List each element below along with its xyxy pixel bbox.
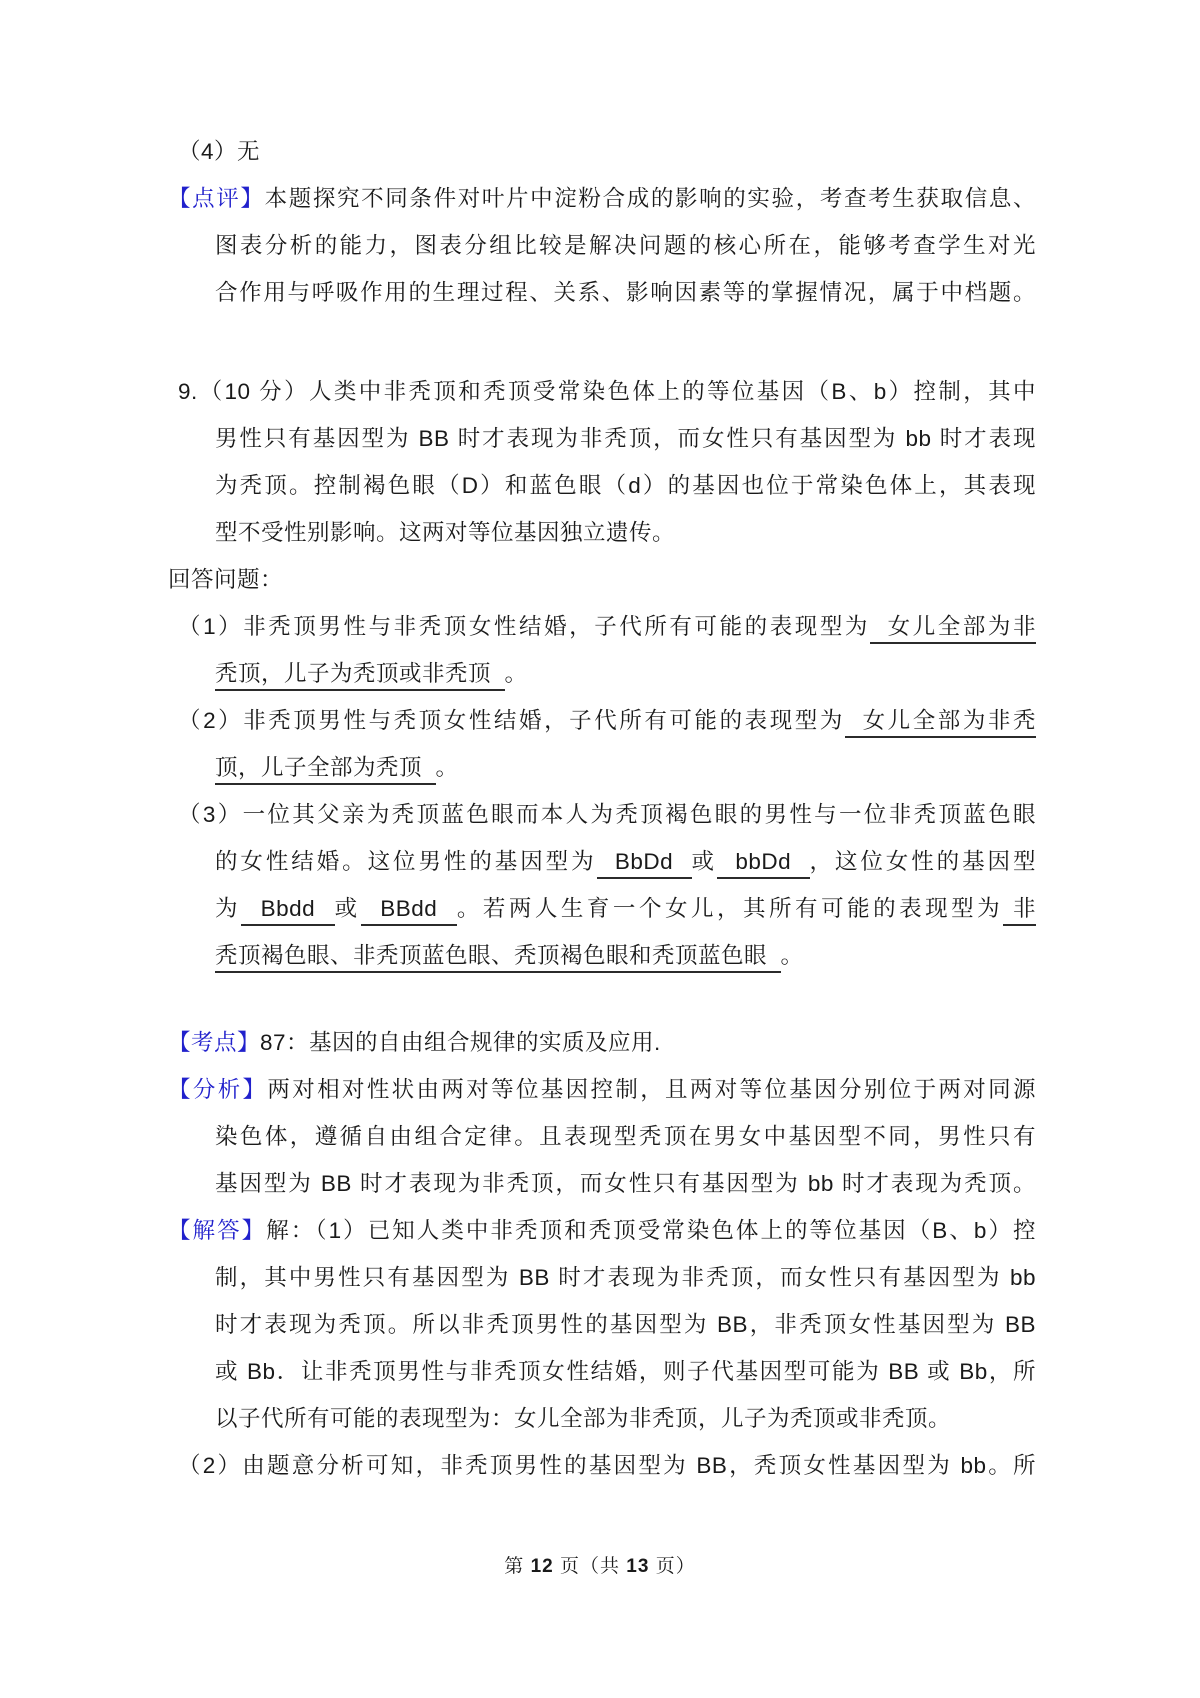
q9-item2-line-1 bbox=[168, 697, 1036, 744]
q9-stem-line-2 bbox=[168, 415, 1036, 462]
review-label: 【点评】 bbox=[168, 186, 265, 211]
q9-item3-line-2 bbox=[168, 838, 1036, 885]
answer-blank: 秃顶褐色眼、非秃顶蓝色眼、秃顶褐色眼和秃顶蓝色眼 bbox=[215, 943, 781, 973]
text-run: （2）非秃顶男性与秃顶女性结婚，子代所有可能的表现型为 bbox=[178, 708, 845, 733]
section-gap-2 bbox=[168, 979, 1036, 1019]
text-run: 以子代所有可能的表现型为：女儿全部为非秃顶，儿子为秃顶或非秃顶。 bbox=[215, 1406, 952, 1431]
text-run: 。 bbox=[780, 943, 804, 968]
text-run: 染色体，遵循自由组合定律。且表现型秃顶在男女中基因型不同，男性只有 bbox=[215, 1124, 1036, 1149]
text-run: 型不受性别影响。这两对等位基因独立遗传。 bbox=[215, 520, 676, 545]
section-gap-1 bbox=[168, 316, 1036, 368]
exam-point-line bbox=[168, 1019, 1036, 1066]
solution-label: 【解答】 bbox=[168, 1218, 267, 1243]
solution-line-5 bbox=[168, 1395, 1036, 1442]
text-run: 或 bbox=[691, 849, 717, 874]
review-line-2 bbox=[168, 222, 1036, 269]
answer-blank: BbDd bbox=[597, 849, 692, 879]
text-run: 。 bbox=[435, 755, 459, 780]
total-page-number: 13 bbox=[626, 1556, 650, 1577]
q9-stem-line-1 bbox=[168, 368, 1036, 415]
text-run: 9.（10 分）人类中非秃顶和秃顶受常染色体上的等位基因（B、b）控制，其中 bbox=[178, 379, 1036, 404]
text-run: 或 bbox=[334, 896, 361, 921]
text-run: 或 Bb．让非秃顶男性与非秃顶女性结婚，则子代基因型可能为 BB 或 Bb，所 bbox=[215, 1359, 1036, 1384]
footer-text: 第 bbox=[504, 1556, 531, 1577]
q9-item1-line-2 bbox=[168, 650, 1036, 697]
text-run: 。 bbox=[504, 661, 528, 686]
text-run: 男性只有基因型为 BB 时才表现为非秃顶，而女性只有基因型为 bb 时才表现 bbox=[215, 426, 1036, 451]
text-run: ，这位女性的基因型 bbox=[809, 849, 1036, 874]
q9-item3-line-3 bbox=[168, 885, 1036, 932]
answer-blank: BBdd bbox=[361, 896, 457, 926]
text-run: 两对相对性状由两对等位基因控制，且两对等位基因分别位于两对同源 bbox=[267, 1077, 1036, 1102]
q9-item1-line-1 bbox=[168, 603, 1036, 650]
solution-line-2 bbox=[168, 1254, 1036, 1301]
text-run: 时才表现为秃顶。所以非秃顶男性的基因型为 BB，非秃顶女性基因型为 BB bbox=[215, 1312, 1036, 1337]
text-run: 解：（1）已知人类中非秃顶和秃顶受常染色体上的等位基因（B、b）控 bbox=[266, 1218, 1036, 1243]
analysis-line-2 bbox=[168, 1113, 1036, 1160]
review-line-3 bbox=[168, 269, 1036, 316]
answer-prompt-line bbox=[168, 556, 1036, 603]
text-run: （1）非秃顶男性与非秃顶女性结婚，子代所有可能的表现型为 bbox=[178, 614, 870, 639]
q9-stem-line-3 bbox=[168, 462, 1036, 509]
text-run: 基因型为 BB 时才表现为非秃顶，而女性只有基因型为 bb 时才表现为秃顶。 bbox=[215, 1171, 1036, 1196]
page-footer bbox=[0, 1553, 1200, 1581]
solution-line-1 bbox=[168, 1207, 1036, 1254]
q9-stem-line-4 bbox=[168, 509, 1036, 556]
answer-blank: 顶，儿子全部为秃顶 bbox=[215, 755, 436, 785]
answer-blank: 秃顶，儿子为秃顶或非秃顶 bbox=[215, 661, 505, 691]
footer-text: 页（共 bbox=[553, 1556, 627, 1577]
solution-item2-line bbox=[168, 1442, 1036, 1489]
text-run: 为 bbox=[215, 896, 242, 921]
text-run: 。若两人生育一个女儿，其所有可能的表现型为 bbox=[456, 896, 1004, 921]
text-run: （4）无 bbox=[178, 139, 261, 164]
text-run: 为秃顶。控制褐色眼（D）和蓝色眼（d）的基因也位于常染色体上，其表现 bbox=[215, 473, 1036, 498]
text-run: 回答问题： bbox=[168, 567, 284, 592]
answer-blank: 女儿全部为非 bbox=[870, 614, 1036, 644]
answer-blank: 女儿全部为非秃 bbox=[845, 708, 1036, 738]
text-run: （3）一位其父亲为秃顶蓝色眼而本人为秃顶褐色眼的男性与一位非秃顶蓝色眼 bbox=[178, 802, 1036, 827]
analysis-line-1 bbox=[168, 1066, 1036, 1113]
analysis-line-3 bbox=[168, 1160, 1036, 1207]
current-page-number: 12 bbox=[530, 1556, 554, 1577]
text-run: 87：基因的自由组合规律的实质及应用. bbox=[260, 1030, 661, 1055]
q9-item3-line-1 bbox=[168, 791, 1036, 838]
text-run: 图表分析的能力，图表分组比较是解决问题的核心所在，能够考查学生对光 bbox=[215, 233, 1036, 258]
q9-item3-line-4 bbox=[168, 932, 1036, 979]
answer-blank: Bbdd bbox=[241, 896, 335, 926]
text-run: 本题探究不同条件对叶片中淀粉合成的影响的实验，考查考生获取信息、 bbox=[264, 186, 1036, 211]
exam-point-label: 【考点】 bbox=[168, 1030, 261, 1055]
solution-line-3 bbox=[168, 1301, 1036, 1348]
part4-answer-line bbox=[168, 128, 1036, 175]
answer-blank: 非 bbox=[1003, 896, 1036, 926]
text-run: 的女性结婚。这位男性的基因型为 bbox=[215, 849, 597, 874]
answer-blank: bbDd bbox=[717, 849, 810, 879]
review-line-1 bbox=[168, 175, 1036, 222]
q9-item2-line-2 bbox=[168, 744, 1036, 791]
text-run: （2）由题意分析可知，非秃顶男性的基因型为 BB，秃顶女性基因型为 bb。所 bbox=[178, 1453, 1036, 1478]
text-run: 制，其中男性只有基因型为 BB 时才表现为非秃顶，而女性只有基因型为 bb bbox=[215, 1265, 1036, 1290]
solution-line-4 bbox=[168, 1348, 1036, 1395]
text-run: 合作用与呼吸作用的生理过程、关系、影响因素等的掌握情况，属于中档题。 bbox=[215, 280, 1036, 305]
footer-text: 页） bbox=[649, 1556, 696, 1577]
analysis-label: 【分析】 bbox=[168, 1077, 268, 1102]
